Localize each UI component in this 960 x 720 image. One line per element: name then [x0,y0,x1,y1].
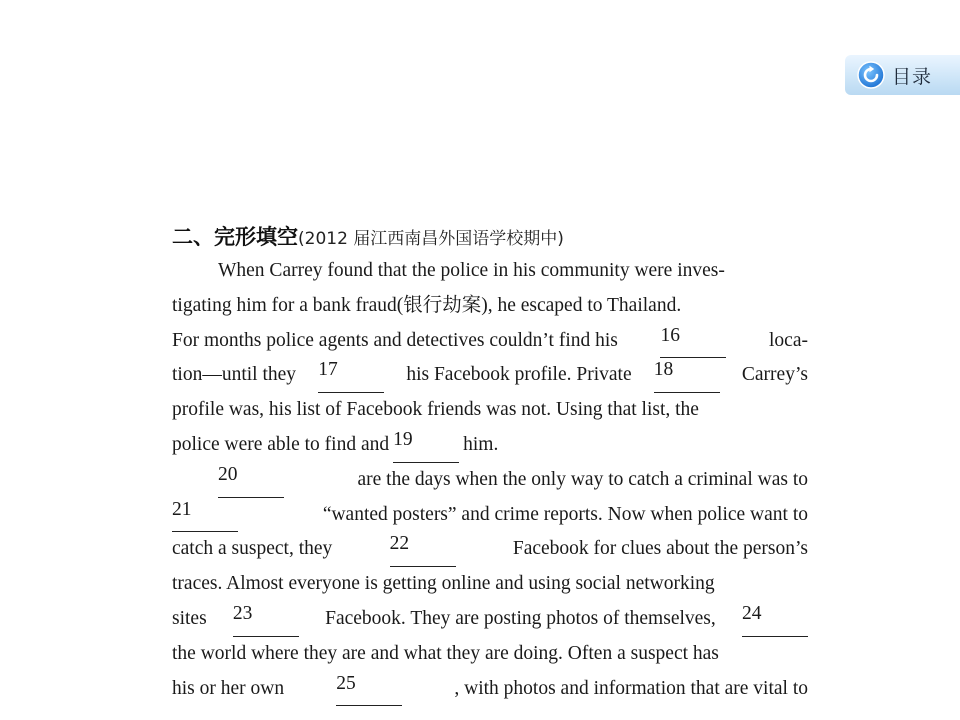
passage-line [172,602,808,637]
passage-text: “wanted posters” and crime reports. Now when police want to [322,503,808,525]
blank-19: 19 [393,428,459,463]
blank-24: 24 [742,602,808,637]
passage-text: For months police agents and detectives couldn’t find his [172,329,618,351]
blank-22: 22 [390,532,456,567]
passage-line [172,567,808,602]
passage-text: sites [172,607,207,629]
passage-line [172,532,808,567]
blank-25: 25 [336,672,402,707]
blank-21: 21 [172,498,238,533]
passage-text: loca- [769,329,808,351]
passage-line [172,672,808,707]
passage-line [172,637,808,672]
passage-text: Facebook for clues about the person’s [512,538,808,560]
passage-text: the world where they are and what they are doing. Often a suspect has [172,642,719,664]
blank-16: 16 [660,324,726,359]
passage-line [172,289,808,324]
section-source: (2012 届江西南昌外国语学校期中) [298,229,564,249]
blank-18: 18 [654,358,720,393]
refresh-icon [857,61,885,89]
passage-text: When Carrey found that the police in his community were inves- [218,260,725,281]
passage-text: are the days when the only way to catch a criminal was to [357,468,808,490]
blank-20: 20 [218,463,284,498]
passage-text: him. [463,433,499,455]
passage-text: tigating him for a bank fraud(银行劫案), he escaped to Thailand. [172,294,682,316]
passage-line [172,428,808,463]
section-heading [172,222,808,252]
passage-line [172,498,808,533]
section-title: 完形填空 [214,225,298,249]
passage-line [172,324,808,359]
blank-23: 23 [233,602,299,637]
passage-text: traces. Almost everyone is getting online and using social networking [172,573,715,595]
passage-line [172,254,808,289]
passage-text: police were able to find and [172,433,390,455]
section-number: 二、 [172,225,214,249]
exercise-content [172,222,808,706]
toc-button[interactable] [845,55,960,95]
passage-text: profile was, his list of Facebook friends was not. Using that list, the [172,399,699,421]
passage-line [172,393,808,428]
passage-line [172,358,808,393]
toc-label: 目录 [892,65,933,88]
passage-text: his Facebook profile. Private [406,364,632,386]
passage-text: , with photos and information that are vital to [454,677,808,699]
passage-text: Facebook. They are posting photos of themselves, [325,607,716,629]
passage-line [172,463,808,498]
passage-text: Carrey’s [741,364,808,386]
passage-text: catch a suspect, they [172,538,333,560]
passage-text: his or her own [172,677,285,699]
blank-17: 17 [318,358,384,393]
passage-text: tion—until they [172,364,297,386]
